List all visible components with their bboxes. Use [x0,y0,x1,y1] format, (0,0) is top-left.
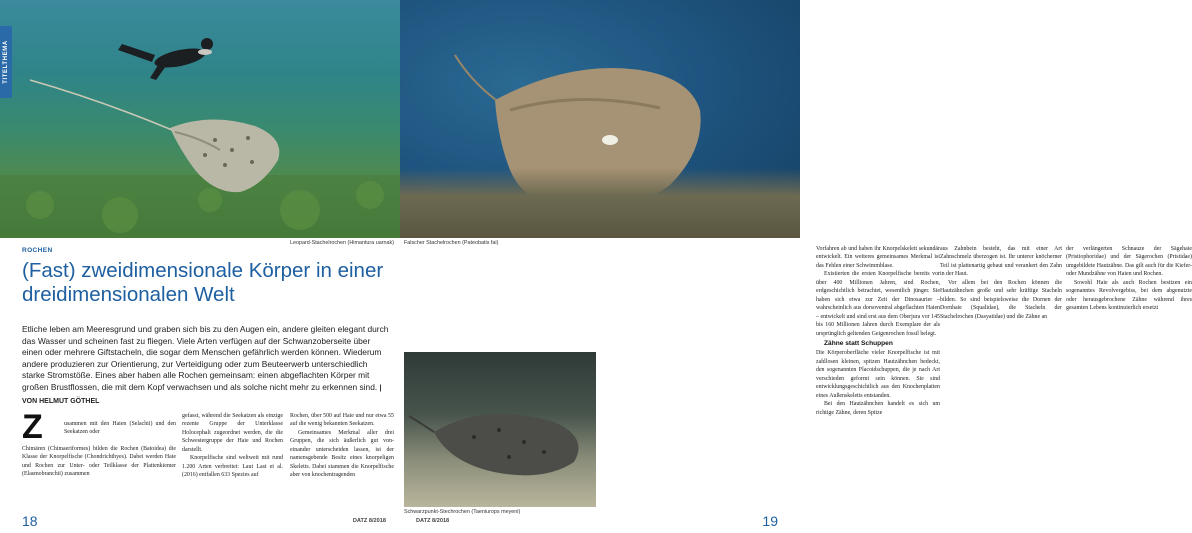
column-paragraph: gefasst, während die Seekatzen als einzige rezente Gruppe der Unterklasse Holocephali zugeordnet werden, die die Schwestergruppe der Haie und Rochen darstellt. [182,413,283,453]
right-page [400,0,1192,533]
byline: | VON HELMUT GÖTHEL [22,384,382,405]
column-right-3 [1066,245,1192,313]
photo-falscher-stachelrochen [400,0,800,238]
section-tab-label: TITELTHEMA [3,40,9,84]
column-right-2 [940,245,1062,321]
column-paragraph: aus Zahnbein besteht, das mit einer Art Zahnschmelz überzogen ist. Ihr unterer knöcherner Teil ist plattenartig gebaut und verankert den Zahn in der Haut. [940,246,1062,278]
column-paragraph: Vor allem bei den Rochen können die Hautzähnchen große und sehr kräftige Stacheln bilden. So sind beispielsweise die Dornen der Dornhaie (Squalidae), die Stacheln der Stachelrochen (Dasyatidae) und die Zähne an [940,279,1062,320]
column-paragraph: Existierten die ersten Knorpelfische bereits vor über 400 Millionen Jahren, sind Rochen, erdgeschichtlich betrachtet, wesentlich jünger. Sie haben sich etwa zur Zeit der Dinosaurier – wahrscheinlich aus dorsoventral abgeflachten Haien – entwickelt und sind erst aus dem Oberjura vor 145 bis 160 Millionen Jahren durch Exemplare der als ursprünglich geltenden Geigenrochen fossil belegt. [816,271,940,337]
column-left-2 [182,412,283,480]
column-right-1 [816,245,940,417]
photo-schwarzpunkt-stechrochen [404,352,596,507]
column-paragraph: der verlängerten Schnauze der Sägehaie (Pristiophoridae) und der Sägerochen (Pristidae) umgebildete Hautzähne. Das gilt auch für die Kiefer- oder Mundzähne von Haien und Rochen. [1066,246,1192,278]
column-left-3 [290,412,394,480]
column-paragraph: Knorpelfische sind weltweit mit rund 1.200 Arten verbreitet: Laut Last et al. (2016) entfallen 633 Spezies auf [182,455,283,479]
lead-text: Etliche leben am Meeresgrund und graben sich bis zu den Augen ein, andere gleiten elegant durch das Wasser und scheinen fast zu fliegen. Viele Arten verfügen auf der Schwanzoberseite über einen oder mehrere Giftstacheln, die sogar dem Menschen gefährlich werden können. Wiederum andere produzieren zur Orientierung, zur Verteidigung oder zum Beuteerwerb unterschiedlich starke Stromstöße. Eines aber haben alle Rochen gemeinsam: einen abgeflachten Körper mit großen Brustflossen, die mit dem Kopf verwachsen und als solche nicht mehr zu erkennen sind. [22,324,389,392]
column-paragraph: Chimären (Chimaeriformes) bilden die Rochen (Batoidea) die Klasse der Knorpelfische (Chondrichthyes). Dabei werden Haie und Rochen zur Unter- oder Teilklasse der Plattenkiemer (Elasmobranchii) zusammen [22,446,176,478]
footer-issue: DATZ 8/2018 [352,518,386,524]
column-paragraph: Bei den Hautzähnchen handelt es sich um richtige Zähne, deren Spitze [816,401,940,416]
reef-bottom [400,168,800,238]
page-number: 18 [22,513,38,529]
section-tab [0,26,12,98]
left-page [0,0,400,533]
subheading: Zähne statt Schuppen [824,339,893,347]
column-paragraph: Sowohl Haie als auch Rochen besitzen ein sogenanntes Revolvergebiss, bei dem abgenutzte oder herausgebrochene Zähne während ihres gesamten Lebens kontinuierlich ersetzt [1066,279,1192,312]
stingray-diver-illustration [0,0,400,238]
photo-caption-left: Leopard-Stachelrochen (Himantura uarnak) [290,240,394,246]
column-paragraph: Die Körperoberfläche vieler Knorpelfische ist mit zahllosen kleinen, spitzen Hautzähnchen bedeckt, den sogenannten Placoidschuppen, die je nach Art verschieden geformt sein können. Sie sind entwicklungsgeschichtlich aus den Knochenplatten eines Außenskeletts entstanden. [816,350,940,399]
page-number: 19 [762,513,778,529]
photo-leopard-stingray [0,0,400,238]
inset-ray-illustration [404,352,596,507]
column-paragraph: Rochen, über 500 auf Haie und nur etwa 55 auf die wenig bekannten Seekatzen. [290,413,394,428]
lead-paragraph [22,324,390,407]
kicker: ROCHEN [22,247,53,254]
column-paragraph: Gemeinsames Merkmal aller drei Gruppen, die sich äußerlich gut voneinander unterscheiden lassen, ist der namensgebende Besitz eines knorpeligen Skeletts. Dabei stammen die Knorpelfische aber von knochentragenden [290,429,394,479]
photo-caption-right: Falscher Stachelrochen (Pateobatis fai) [404,240,499,246]
column-left-1 [64,420,176,437]
column-left-1-continued [22,445,176,479]
column-paragraph: Vorfahren ab und haben ihr Knorpelskelett sekundär entwickelt. Ein weiteres gemeinsames Merkmal ist das Fehlen einer Schwimmblase. [816,246,940,269]
headline: (Fast) zweidimensionale Körper in einer dreidimensionalen Welt [22,259,384,306]
column-paragraph: usammen mit den Haien (Selachii) und den Seekatzen oder [64,421,176,436]
photo-caption-inset: Schwarzpunkt-Stechrochen (Taeniurops meyeni) [404,509,521,515]
footer-issue: DATZ 8/2018 [416,518,450,524]
dropcap: Z [22,408,43,446]
